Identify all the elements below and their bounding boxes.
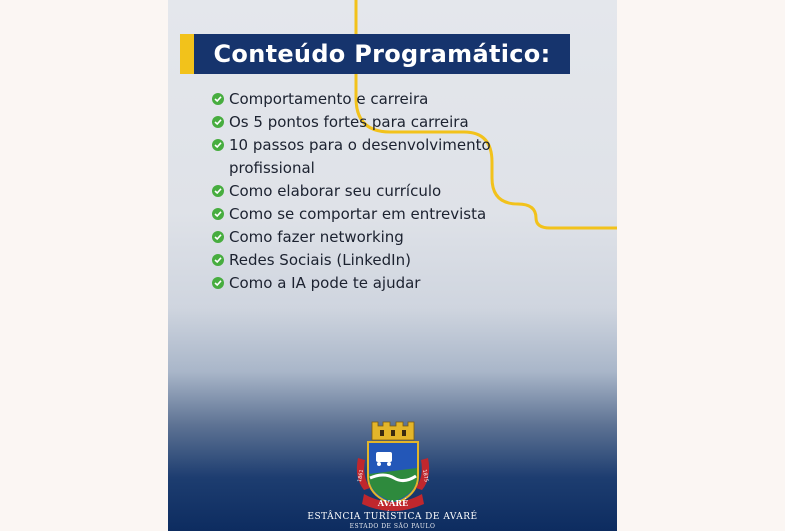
list-item-label: Os 5 pontos fortes para carreira <box>229 113 469 131</box>
program-list <box>212 88 532 295</box>
list-item-label: Comportamento e carreira <box>229 90 429 108</box>
check-icon <box>212 93 224 105</box>
title-accent <box>180 34 194 74</box>
check-icon <box>212 139 224 151</box>
crest-icon <box>350 418 436 512</box>
list-item <box>212 249 532 272</box>
title-bar <box>180 34 570 74</box>
list-item-label: Como a IA pode te ajudar <box>229 274 421 292</box>
list-item <box>212 134 532 180</box>
list-item-label: Como fazer networking <box>229 228 404 246</box>
check-icon <box>212 277 224 289</box>
list-item-label: 10 passos para o desenvolvimento profissional <box>229 136 491 177</box>
crest-banner: AVARÉ <box>377 498 409 508</box>
poster <box>168 0 617 531</box>
check-icon <box>212 254 224 266</box>
list-item-label: Redes Sociais (LinkedIn) <box>229 251 411 269</box>
list-item <box>212 180 532 203</box>
list-item <box>212 203 532 226</box>
page-title: Conteúdo Programático: <box>194 34 570 74</box>
list-item <box>212 226 532 249</box>
list-item <box>212 111 532 134</box>
list-item-label: Como elaborar seu currículo <box>229 182 442 200</box>
check-icon <box>212 208 224 220</box>
footer-subtitle: ESTADO DE SÃO PAULO <box>349 523 436 530</box>
check-icon <box>212 185 224 197</box>
list-item <box>212 272 532 295</box>
list-item-label: Como se comportar em entrevista <box>229 205 487 223</box>
check-icon <box>212 231 224 243</box>
crest-year-right: 1875 <box>420 469 430 483</box>
crest-year-left: 1861 <box>356 469 366 483</box>
list-item <box>212 88 532 111</box>
footer-title: ESTÂNCIA TURÍSTICA DE AVARÉ <box>307 512 478 522</box>
check-icon <box>212 116 224 128</box>
